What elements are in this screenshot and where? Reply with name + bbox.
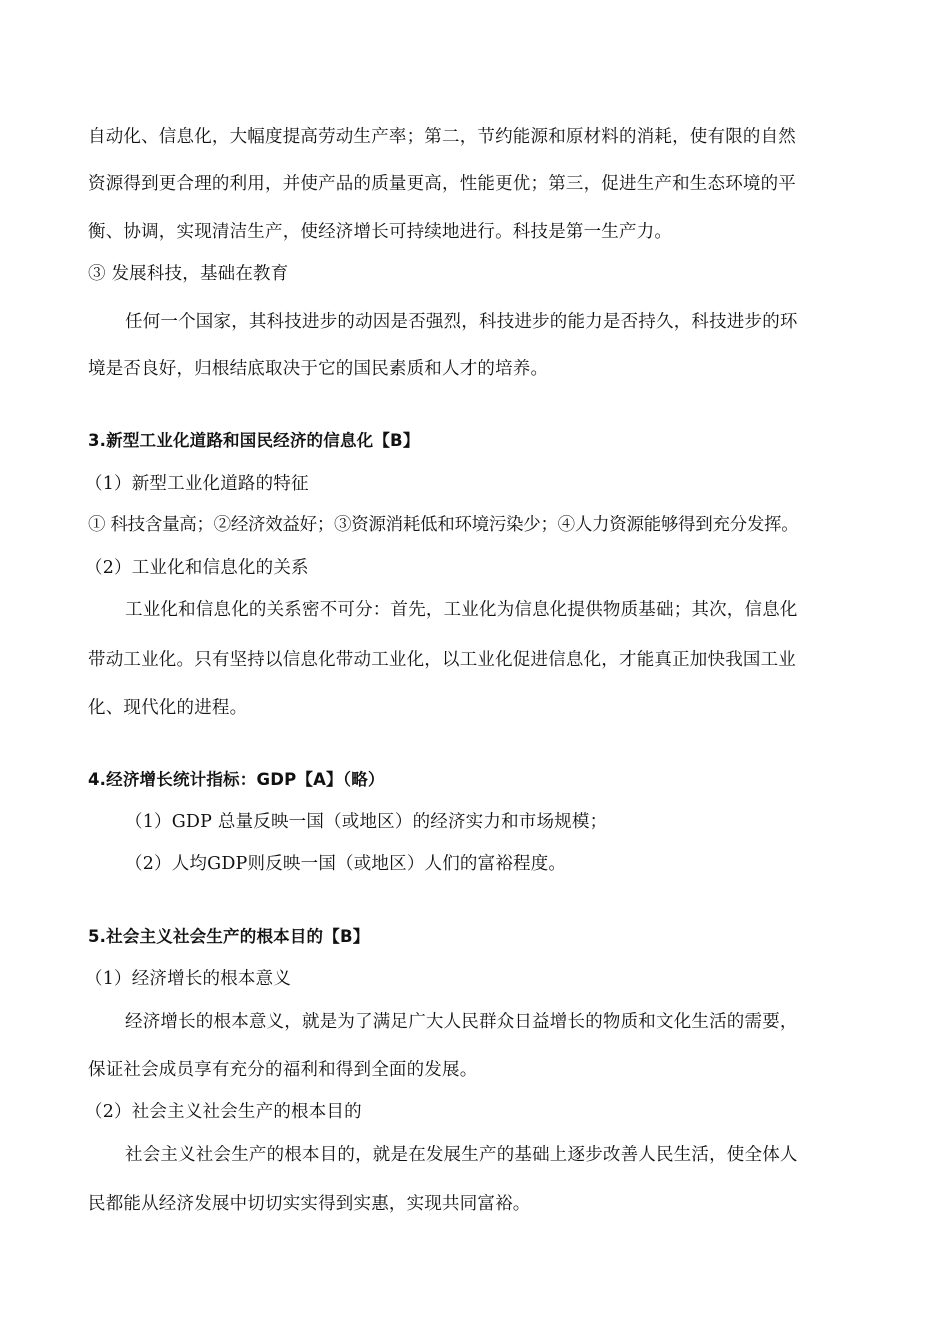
section5-subheading-2: （2）社会主义社会生产的根本目的: [85, 1102, 362, 1122]
intro-paragraph-line: 衡、协调，实现清洁生产，使经济增长可持续地进行。科技是第一生产力。: [88, 222, 673, 242]
section5-paragraph-line: 社会主义社会生产的根本目的，就是在发展生产的基础上逐步改善人民生活，使全体人: [125, 1145, 798, 1165]
section4-heading: 4.经济增长统计指标：GDP【A】（略）: [88, 770, 385, 789]
point3-title: ③ 发展科技，基础在教育: [88, 264, 289, 284]
intro-paragraph-line: 境是否良好，归根结底取决于它的国民素质和人才的培养。: [88, 359, 549, 379]
section3-paragraph-line: 化、现代化的进程。: [88, 698, 248, 718]
section5-heading: 5.社会主义社会生产的根本目的【B】: [88, 927, 370, 946]
section5-subheading-1: （1）经济增长的根本意义: [85, 969, 292, 989]
section3-heading: 3.新型工业化道路和国民经济的信息化【B】: [88, 431, 420, 450]
section5-paragraph-line: 民都能从经济发展中切切实实得到实惠，实现共同富裕。: [88, 1194, 531, 1214]
section3-features: ① 科技含量高；②经济效益好；③资源消耗低和环境污染少；④人力资源能够得到充分发挥。: [88, 515, 799, 535]
section4-item-1: （1）GDP 总量反映一国（或地区）的经济实力和市场规模；: [125, 812, 608, 832]
intro-paragraph-line: 资源得到更合理的利用，并使产品的质量更高，性能更优；第三，促进生产和生态环境的平: [88, 174, 796, 194]
section3-paragraph-line: 带动工业化。只有坚持以信息化带动工业化，以工业化促进信息化，才能真正加快我国工业: [88, 650, 796, 670]
section5-paragraph-line: 经济增长的根本意义，就是为了满足广大人民群众日益增长的物质和文化生活的需要，: [125, 1012, 798, 1032]
section4-item-2: （2）人均GDP则反映一国（或地区）人们的富裕程度。: [125, 854, 567, 874]
intro-paragraph-line: 自动化、信息化，大幅度提高劳动生产率；第二，节约能源和原材料的消耗，使有限的自然: [88, 127, 796, 147]
section3-subheading-2: （2）工业化和信息化的关系: [85, 558, 309, 578]
section3-paragraph-line: 工业化和信息化的关系密不可分：首先，工业化为信息化提供物质基础；其次，信息化: [125, 600, 798, 620]
intro-paragraph-line: 任何一个国家，其科技进步的动因是否强烈，科技进步的能力是否持久，科技进步的环: [125, 312, 798, 332]
section3-subheading-1: （1）新型工业化道路的特征: [85, 474, 309, 494]
section5-paragraph-line: 保证社会成员享有充分的福利和得到全面的发展。: [88, 1060, 478, 1080]
